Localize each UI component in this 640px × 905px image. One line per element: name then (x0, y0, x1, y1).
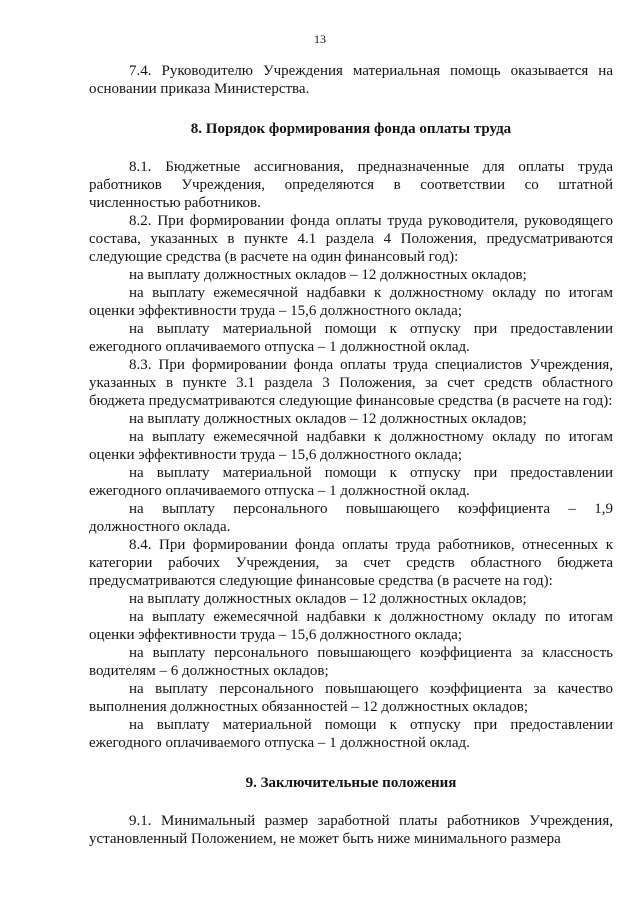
paragraph-8-4: 8.4. При формировании фонда оплаты труда работников, отнесенных к категории рабочих Учреждения, за счет средств областного бюджета предусматриваются следующие финансовые средства (в расчете на год): (89, 537, 613, 589)
paragraph-8-4-item-2: на выплату ежемесячной надбавки к должностному окладу по итогам оценки эффективности труда – 15,6 должностного оклада; (89, 609, 613, 643)
paragraph-9-1: 9.1. Минимальный размер заработной платы работников Учреждения, установленный Положением, не может быть ниже минимального размера (89, 813, 613, 847)
page-number: 13 (314, 32, 326, 46)
paragraph-8-4-item-1: на выплату должностных окладов – 12 должностных окладов; (129, 591, 527, 607)
paragraph-8-3-item-1: на выплату должностных окладов – 12 должностных окладов; (129, 411, 527, 427)
section-heading-9: 9. Заключительные положения (245, 775, 457, 791)
document-body (89, 62, 613, 848)
paragraph-8-3: 8.3. При формировании фонда оплаты труда специалистов Учреждения, указанных в пункте 3.1 раздела 3 Положения, за счет средств областного бюджета предусматриваются следующие финансовые средства (в расчете на год): (89, 357, 613, 409)
paragraph-8-2: 8.2. При формировании фонда оплаты труда руководителя, руководящего состава, указанных в пункте 4.1 раздела 4 Положения, предусматриваются следующие средства (в расчете на один финансовый год): (89, 213, 613, 265)
paragraph-8-4-item-3: на выплату персонального повышающего коэффициента за классность водителям – 6 должностных окладов; (89, 645, 613, 679)
paragraph-8-3-item-4: на выплату персонального повышающего коэффициента – 1,9 должностного оклада. (89, 501, 613, 535)
paragraph-8-4-item-4: на выплату персонального повышающего коэффициента за качество выполнения должностных обязанностей – 12 должностных окладов; (89, 681, 613, 715)
paragraph-8-3-item-2: на выплату ежемесячной надбавки к должностному окладу по итогам оценки эффективности труда – 15,6 должностного оклада; (89, 429, 613, 463)
paragraph-8-3-item-3: на выплату материальной помощи к отпуску при предоставлении ежегодного оплачиваемого отпуска – 1 должностной оклад. (89, 465, 613, 499)
paragraph-8-2-item-1: на выплату должностных окладов – 12 должностных окладов; (129, 267, 527, 283)
paragraph-8-1: 8.1. Бюджетные ассигнования, предназначенные для оплаты труда работников Учреждения, определяются в соответствии со штатной численностью работников. (89, 159, 613, 211)
section-heading-8: 8. Порядок формирования фонда оплаты труда (190, 121, 512, 137)
paragraph-8-2-item-2: на выплату ежемесячной надбавки к должностному окладу по итогам оценки эффективности труда – 15,6 должностного оклада; (89, 285, 613, 319)
paragraph-8-4-item-5: на выплату материальной помощи к отпуску при предоставлении ежегодного оплачиваемого отпуска – 1 должностной оклад. (89, 717, 613, 751)
paragraph-7-4: 7.4. Руководителю Учреждения материальная помощь оказывается на основании приказа Министерства. (89, 63, 613, 97)
paragraph-8-2-item-3: на выплату материальной помощи к отпуску при предоставлении ежегодного оплачиваемого отпуска – 1 должностной оклад. (89, 321, 613, 355)
